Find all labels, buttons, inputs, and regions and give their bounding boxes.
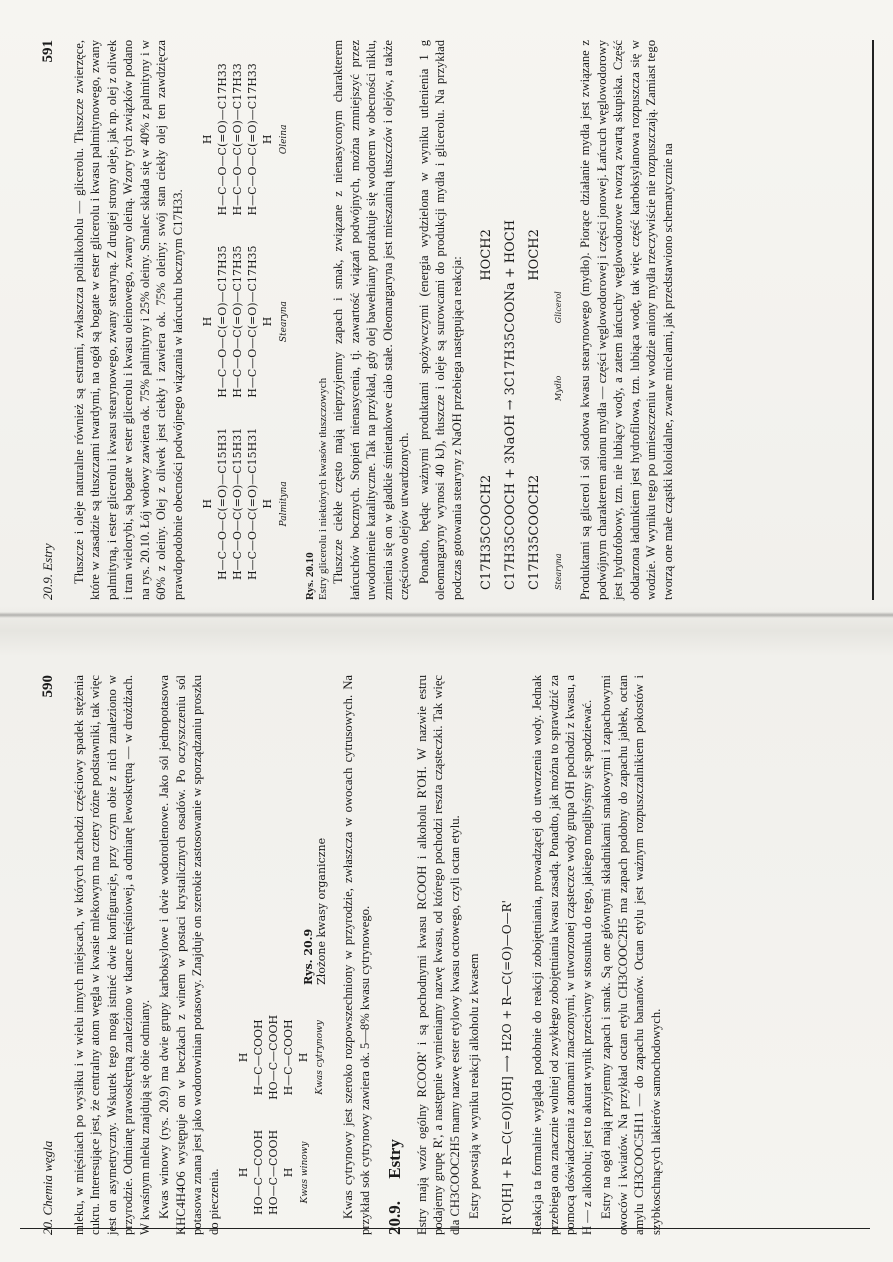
paragraph: Produktami są glicerol i sól sodowa kwasu stearynowego (mydło). Piorące działanie mydła jest związane z podwójnym charakterem anionu mydła — części węglowodorowej i części jonowej. Łańcuch węglowodorowy jest hydrofobowy, tzn. nie lubiący wody, a zatem łańcuchy węglowodorowe tworzą zwartą skupiska. Część obdarzona ładunkiem jest hydrofilowa, tzn. lubiąca wodę, tak więc część karboksylanowa rozpuszcza się w wodzie. W wyniku tego po umieszczeniu w wodzie aniony mydła rzeczywiście nie rozpuszczają. Zamiast tego tworzą one małe cząstki koloidalne, zwane micelami, jak przedstawiono schematycznie na [578, 40, 675, 600]
figure-label: Rys. 20.10 [304, 552, 316, 600]
page-590 [40, 675, 850, 1235]
paragraph: Estry powstają w wyniku reakcji alkoholu z kwasem [467, 953, 481, 1219]
paragraph: Tłuszcze ciekłe często mają nieprzyjemny zapach i smak, związane z nienasyconym charakterem łańcuchów bocznych. Stopień nienasycenia, tj. zawartość wiązań podwójnych, można zmniejszyć przez uwodornienie katalityczne. Tak na przykład, gdy olej bawełniany potraktuje się wodorem w obecności niklu, zmienia się on w gładkie śmietankowe ciało stałe. Oleomargaryna jest mieszaniną tłuszczów i olejów, a także częściowo olejów utwardzonych. [331, 40, 411, 600]
running-header-title: 20. Chemia węgla [40, 1140, 55, 1235]
paragraph: Estry na ogół mają przyjemny zapach i smak. Są one głównymi składnikami smakowymi i zapachowymi owoców i kwiatów. Na przykład octan etylu CH3COOC2H5 ma zapach podobny do zapachu jabłek, octan amylu CH3COOC5H11 — do zapachu bananów. Octan etylu jest ważnym rozpuszczalnikiem pokostów i szybkoschnących lakierów samochodowych. [599, 675, 663, 1235]
structure-stearyna: H H—C—O—C(=O)—C17H35 H—C—O—C(=O)—C17H35 H—C—O—C(=O)—C17H35 H Stearyna [200, 245, 292, 397]
structure-label: Palmityna [279, 481, 289, 527]
soap-reaction: C17H35COOCH2 HOCH2 C17H35COOCH + 3NaOH → 3C17H35COONa + HOCH C17H35COOCH2 HOCH2 Stearyna Mydło Glicerol [479, 219, 563, 590]
running-header [40, 40, 57, 600]
paragraph: Kwas winowy (rys. 20.9) ma dwie grupy karboksylowe i dwie wodorotlenowe. Jako sól jednopotasowa KHC4H4O6 występuje on w beczkach z winem w postaci krystalicznych osadów. Po oczyszczeniu sól potasowa znana jest jako wodorowinian potasowy. Znajduje on szerokie zastosowanie w sporządzaniu proszku do pieczenia. [157, 675, 221, 1235]
figure-label: Rys. 20.9 [302, 928, 315, 985]
structure-label: Kwas cytrynowy [315, 1020, 325, 1095]
section-number: 20.9. [385, 1201, 404, 1235]
structure-oleina: H H—C—O—C(=O)—C17H33 H—C—O—C(=O)—C17H33 H—C—O—C(=O)—C17H33 H Oleina [200, 63, 292, 215]
figure-caption-text: Złożone kwasy organiczne [315, 837, 328, 985]
figure-caption [304, 40, 330, 600]
page-number: 591 [40, 40, 56, 63]
book-gutter [0, 612, 893, 618]
paragraph: Reakcja ta formalnie wygląda podobnie do reakcji zobojętniania, prowadzącej do utworzenia wody. Jednak przebiega ona znacznie wolniej od zwykłego zobojętniania kwasu zasadą. Ponadto, jak można to sprawdzić za pomocą doświadczenia z atomami znaczonymi, w utworzonej cząsteczce wody grupa OH pochodzi z kwasu, a H — z alkoholu; jest to akurat wynik przeciwny w stosunku do tego, jakiego moglibyśmy się spodziewać. [530, 675, 594, 1235]
page-edge-line [872, 40, 874, 600]
structure-citric-acid: H H—C—COOH HO—C—COOH H—C—COOH H Kwas cytrynowy [236, 1015, 328, 1100]
running-header-title: 20.9. Estry [40, 543, 55, 600]
figure-caption [302, 838, 328, 985]
paragraph: Kwas cytrynowy jest szeroko rozpowszechniony w przyrodzie, zwłaszcza w owocach cytrusowych. Na przykład sok cytrynowy zawiera ok. 5—8% kwasu cytrynowego. [341, 675, 372, 1235]
structure-palmityna: H H—C—O—C(=O)—C15H31 H—C—O—C(=O)—C15H31 H—C—O—C(=O)—C15H31 H Palmityna [200, 428, 292, 580]
running-header [40, 675, 57, 1235]
section-title: Estry [385, 1139, 404, 1179]
paragraph: Tłuszcze i oleje naturalne również są estrami, zwłaszcza polialkoholu — glicerolu. Tłuszcze zwierzęce, które w zasadzie są tłuszczami twardymi, na ogół są bogate w ester glicerolu i kwasu palmitynowego, zwany palmityną, i ester glicerolu i kwasu stearynowego, zwany stearyną. Z drugiej strony oleje, jak np. olej z oliwek i tran wielorybi, są bogate w ester glicerolu i kwasu oleinowego, zwany oleiną. Wzory tych związków podano na rys. 20.10. Łój wołowy zawiera ok. 75% palmityny i 25% oleiny. Smalec składa się w 40% z palmityny i w 60% z oleiny. Olej z oliwek jest ciekły i zawiera ok. 75% oleiny; swój stan ciekły olej ten zawdzięcza prawdopodobnie obecności podwójnego wiązania w łańcuchu bocznym C17H33. [71, 40, 185, 600]
page-591 [40, 40, 850, 600]
figure-20-10 [200, 40, 292, 580]
structure-label: Kwas winowy [300, 1141, 310, 1204]
esterification-reaction: R'O[H] + R—C(=O)[OH] ⟶ H2O + R—C(=O)—O—R' [499, 900, 514, 1225]
paragraph: mleku, w mięśniach po wysiłku i w wielu innych miejscach, w których zachodzi częściowy spadek stężenia cukru. Interesujące jest, że centralny atom węgla w kwasie mlekowym ma cztery różne podstawniki, tak więc jest on asymetryczny. Wskutek tego mogą istnieć dwie konfiguracje, przy czym obie z nich znaleziono w przyrodzie. Odmianę prawoskrętną znaleziono w tkance mięśniowej, a odmianę lewoskrętną — w drożdżach. W kwaśnym mleku znajdują się obie odmiany. [71, 675, 152, 1235]
figure-caption-text: Estry glicerolu i niektórych kwasów tłuszczowych [317, 377, 329, 600]
structure-label: Oleina [279, 124, 289, 155]
section-heading [387, 675, 404, 1235]
paragraph: Estry mają wzór ogólny RCOOR' i są pochodnymi kwasu RCOOH i alkoholu R'OH. W nazwie estru podajemy grupę R', a następnie wymieniamy nazwę kwasu, od którego pochodzi reszta cząsteczki. Tak więc dla CH3COOC2H5 mamy nazwę ester etylowy kwasu octowego, czyli octan etylu. [414, 675, 462, 1235]
structure-tartaric-acid: H HO—C—COOH HO—C—COOH H Kwas winowy [236, 1130, 313, 1215]
page-number: 590 [40, 675, 56, 698]
figure-20-9 [236, 675, 328, 1215]
structure-label: Stearyna [279, 301, 289, 343]
paragraph: Ponadto, będąc ważnymi produktami spożywczymi (energia wydzielona w wyniku utlenienia 1 g oleomargaryny wynosi 40 kJ), tłuszcze i oleje są surowcami do produkcji mydła i glicerolu. Na przykład podczas gotowania stearyny z NaOH przebiega następująca reakcja: [416, 40, 464, 600]
